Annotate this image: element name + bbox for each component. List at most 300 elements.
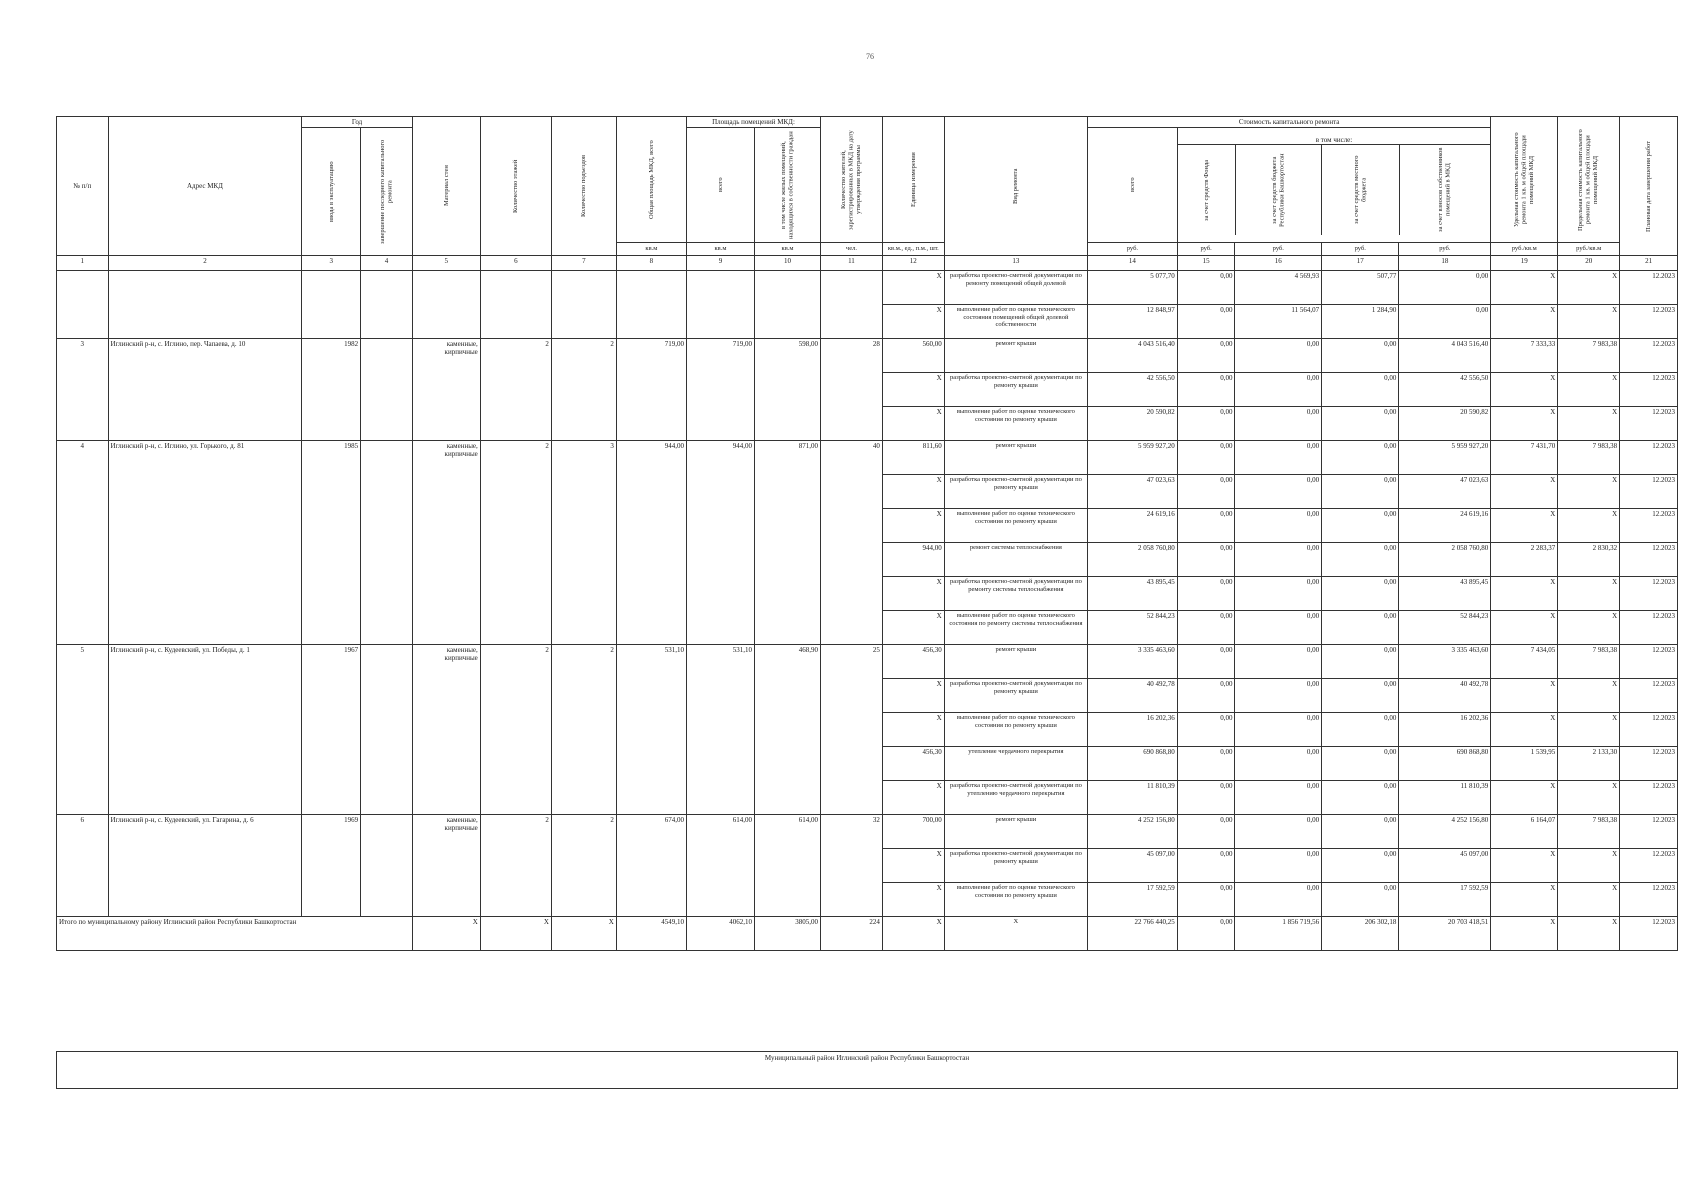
limit-cost: X xyxy=(1558,849,1620,883)
cost-local: 1 284,90 xyxy=(1322,305,1399,339)
column-number-cell: 9 xyxy=(686,256,754,271)
empty-cell xyxy=(108,271,302,339)
cost-fund: 0,00 xyxy=(1177,339,1235,373)
cost-owners: 17 592,59 xyxy=(1399,883,1491,917)
unit-cell: кв.м xyxy=(686,243,754,256)
unit-cost: X xyxy=(1491,713,1558,747)
cost-owners: 43 895,45 xyxy=(1399,577,1491,611)
cost-fund: 0,00 xyxy=(1177,713,1235,747)
unit-cost: X xyxy=(1491,305,1558,339)
cost-fund: 0,00 xyxy=(1177,407,1235,441)
col-cost-local: за счет средств местного бюджета xyxy=(1352,155,1368,224)
cost-owners: 5 959 927,20 xyxy=(1399,441,1491,475)
building-number: 5 xyxy=(57,645,109,815)
cost-fund: 0,00 xyxy=(1177,543,1235,577)
col-cost-group: Стоимость капитального ремонта xyxy=(1088,117,1491,128)
cost-total: 11 810,39 xyxy=(1088,781,1178,815)
residential-area: 468,90 xyxy=(755,645,821,815)
cost-fund: 0,00 xyxy=(1177,747,1235,781)
empty-cell xyxy=(616,271,686,339)
building-address: Иглинский р-н, с. Иглино, пер. Чапаева, д. 10 xyxy=(108,339,302,441)
work-type: выполнение работ по оценке технического состояния по ремонту системы теплоснабжения xyxy=(944,611,1087,645)
cost-local: 0,00 xyxy=(1322,849,1399,883)
cost-total: 4 252 156,80 xyxy=(1088,815,1178,849)
cost-total: 47 023,63 xyxy=(1088,475,1178,509)
work-quantity: X xyxy=(882,781,944,815)
cost-republic: 4 569,93 xyxy=(1235,271,1322,305)
column-number-cell: 13 xyxy=(944,256,1087,271)
work-quantity: X xyxy=(882,883,944,917)
cost-fund: 0,00 xyxy=(1177,475,1235,509)
unit-cost: 2 283,37 xyxy=(1491,543,1558,577)
entrances-count: 2 xyxy=(551,339,616,441)
cost-total: 40 492,78 xyxy=(1088,679,1178,713)
work-type: ремонт системы теплоснабжения xyxy=(944,543,1087,577)
totals-premises: 4062,10 xyxy=(686,917,754,951)
floors-count: 2 xyxy=(480,441,551,645)
cost-owners: 690 868,80 xyxy=(1399,747,1491,781)
column-number-cell: 14 xyxy=(1088,256,1178,271)
column-number-cell: 11 xyxy=(821,256,883,271)
cost-owners: 4 043 516,40 xyxy=(1399,339,1491,373)
cost-republic: 0,00 xyxy=(1235,713,1322,747)
cost-owners: 3 335 463,60 xyxy=(1399,645,1491,679)
year-commission: 1969 xyxy=(302,815,361,917)
cost-local: 0,00 xyxy=(1322,339,1399,373)
cost-republic: 0,00 xyxy=(1235,883,1322,917)
cost-total: 5 959 927,20 xyxy=(1088,441,1178,475)
empty-cell xyxy=(551,271,616,339)
work-type: ремонт крыши xyxy=(944,645,1087,679)
col-unit-measure: Единица измерения xyxy=(882,117,944,243)
premises-area: 531,10 xyxy=(686,645,754,815)
empty-cell xyxy=(302,271,361,339)
work-quantity: X xyxy=(882,509,944,543)
cost-total: 16 202,36 xyxy=(1088,713,1178,747)
cost-fund: 0,00 xyxy=(1177,679,1235,713)
column-number-cell: 7 xyxy=(551,256,616,271)
year-last-repair xyxy=(361,441,413,645)
building-address: Иглинский р-н, с. Кудеевский, ул. Победы, д. 1 xyxy=(108,645,302,815)
work-quantity: 456,30 xyxy=(882,747,944,781)
unit-cell: руб./кв.м xyxy=(1491,243,1558,256)
plan-date: 12.2023 xyxy=(1620,747,1678,781)
cost-owners: 42 556,50 xyxy=(1399,373,1491,407)
work-quantity: X xyxy=(882,475,944,509)
unit-cost: X xyxy=(1491,781,1558,815)
col-premises-group: Площадь помещений МКД: xyxy=(686,117,820,128)
table-row xyxy=(57,271,1678,305)
unit-cost: X xyxy=(1491,577,1558,611)
col-premises-residential: в том числе жилых помещений, находящихся в собственности граждан xyxy=(755,128,821,243)
column-number-cell: 21 xyxy=(1620,256,1678,271)
work-quantity: X xyxy=(882,271,944,305)
work-type: ремонт крыши xyxy=(944,815,1087,849)
work-type: разработка проектно-сметной документации по утеплению чердачного перекрытия xyxy=(944,781,1087,815)
column-number-cell: 10 xyxy=(755,256,821,271)
unit-cost: X xyxy=(1491,475,1558,509)
cost-total: 17 592,59 xyxy=(1088,883,1178,917)
entrances-count: 3 xyxy=(551,441,616,645)
unit-cost: X xyxy=(1491,849,1558,883)
cost-republic: 0,00 xyxy=(1235,441,1322,475)
work-type: выполнение работ по оценке технического состояния по ремонту крыши xyxy=(944,883,1087,917)
cost-fund: 0,00 xyxy=(1177,271,1235,305)
cost-fund: 0,00 xyxy=(1177,577,1235,611)
unit-cost: 1 539,95 xyxy=(1491,747,1558,781)
cost-local: 0,00 xyxy=(1322,645,1399,679)
table-header xyxy=(57,117,1678,256)
plan-date: 12.2023 xyxy=(1620,611,1678,645)
cost-republic: 0,00 xyxy=(1235,543,1322,577)
totals-label: Итого по муниципальному району Иглинский район Республики Башкортостан xyxy=(57,917,413,951)
column-number-cell: 1 xyxy=(57,256,109,271)
cost-republic: 0,00 xyxy=(1235,339,1322,373)
year-commission: 1985 xyxy=(302,441,361,645)
totals-area: 4549,10 xyxy=(616,917,686,951)
cost-total: 690 868,80 xyxy=(1088,747,1178,781)
cost-republic: 0,00 xyxy=(1235,611,1322,645)
col-premises-total: всего xyxy=(686,128,754,243)
cost-owners: 52 844,23 xyxy=(1399,611,1491,645)
col-year-commission: ввода в эксплуатацию xyxy=(302,128,361,256)
plan-date: 12.2023 xyxy=(1620,339,1678,373)
work-type: выполнение работ по оценке технического состояния помещений общей долевой собственности xyxy=(944,305,1087,339)
work-quantity: 700,00 xyxy=(882,815,944,849)
work-type: разработка проектно-сметной документации по ремонту крыши xyxy=(944,475,1087,509)
col-year-group: Год xyxy=(302,117,412,128)
cost-total: 22 766 440,25 xyxy=(1088,917,1178,951)
col-address: Адрес МКД xyxy=(108,117,302,256)
plan-date: 12.2023 xyxy=(1620,543,1678,577)
building-number: 6 xyxy=(57,815,109,917)
work-type: выполнение работ по оценке технического состояния по ремонту крыши xyxy=(944,509,1087,543)
col-cost-owners: за счет взносов собственников помещений в МКД xyxy=(1437,147,1452,232)
column-number-cell: 20 xyxy=(1558,256,1620,271)
cost-owners: 2 058 760,80 xyxy=(1399,543,1491,577)
cost-local: 0,00 xyxy=(1322,781,1399,815)
totals-row xyxy=(57,917,1678,951)
empty-cell xyxy=(57,271,109,339)
cost-republic: 1 856 719,56 xyxy=(1235,917,1322,951)
floors-count: 2 xyxy=(480,645,551,815)
residential-area: 614,00 xyxy=(755,815,821,917)
cost-fund: 0,00 xyxy=(1177,917,1235,951)
cost-local: 0,00 xyxy=(1322,509,1399,543)
column-number-cell: 3 xyxy=(302,256,361,271)
table-row xyxy=(57,645,1678,679)
work-quantity: X xyxy=(882,577,944,611)
wall-material: каменные, кирпичные xyxy=(412,645,480,815)
total-area: 719,00 xyxy=(616,339,686,441)
limit-cost: 7 983,38 xyxy=(1558,441,1620,475)
cost-owners: 20 590,82 xyxy=(1399,407,1491,441)
cost-owners: 20 703 418,51 xyxy=(1399,917,1491,951)
unit-cost: X xyxy=(1491,679,1558,713)
unit-cost: X xyxy=(1491,883,1558,917)
cost-owners: 4 252 156,80 xyxy=(1399,815,1491,849)
limit-cost: 7 983,38 xyxy=(1558,645,1620,679)
work-type: ремонт крыши xyxy=(944,339,1087,373)
cost-republic: 0,00 xyxy=(1235,849,1322,883)
work-quantity: 944,00 xyxy=(882,543,944,577)
work-type: разработка проектно-сметной документации по ремонту крыши xyxy=(944,849,1087,883)
work-quantity: X xyxy=(882,679,944,713)
limit-cost: 7 983,38 xyxy=(1558,339,1620,373)
cost-fund: 0,00 xyxy=(1177,781,1235,815)
cost-fund: 0,00 xyxy=(1177,305,1235,339)
cost-fund: 0,00 xyxy=(1177,849,1235,883)
column-number-cell: 8 xyxy=(616,256,686,271)
cost-total: 12 848,97 xyxy=(1088,305,1178,339)
unit-cell: руб. xyxy=(1322,243,1399,256)
cost-owners: 16 202,36 xyxy=(1399,713,1491,747)
limit-cost: X xyxy=(1558,713,1620,747)
plan-date: 12.2023 xyxy=(1620,679,1678,713)
cost-local: 0,00 xyxy=(1322,611,1399,645)
cost-fund: 0,00 xyxy=(1177,645,1235,679)
repair-program-table xyxy=(56,116,1678,951)
plan-date: 12.2023 xyxy=(1620,441,1678,475)
cost-local: 0,00 xyxy=(1322,543,1399,577)
year-last-repair xyxy=(361,645,413,815)
plan-date: 12.2023 xyxy=(1620,883,1678,917)
section-title: Муниципальный район Иглинский район Республики Башкортостан xyxy=(764,1054,970,1062)
building-number: 4 xyxy=(57,441,109,645)
cost-fund: 0,00 xyxy=(1177,883,1235,917)
work-quantity: X xyxy=(882,849,944,883)
cost-total: 43 895,45 xyxy=(1088,577,1178,611)
work-quantity: 811,60 xyxy=(882,441,944,475)
limit-cost: X xyxy=(1558,475,1620,509)
empty-cell xyxy=(412,271,480,339)
limit-cost: X xyxy=(1558,679,1620,713)
cost-owners: 47 023,63 xyxy=(1399,475,1491,509)
column-number-cell: 2 xyxy=(108,256,302,271)
totals-residential: 3805,00 xyxy=(755,917,821,951)
col-cost-total: всего xyxy=(1088,128,1178,243)
residential-area: 871,00 xyxy=(755,441,821,645)
limit-cost: X xyxy=(1558,917,1620,951)
unit-cost: 7 434,05 xyxy=(1491,645,1558,679)
work-quantity: X xyxy=(882,917,944,951)
limit-cost: X xyxy=(1558,407,1620,441)
work-quantity: 560,00 xyxy=(882,339,944,373)
work-type: утепление чердачного перекрытия xyxy=(944,747,1087,781)
table-row xyxy=(57,339,1678,373)
col-residents: Количество жителей, зарегистрированных в МКД на дату утверждения программы xyxy=(821,117,883,243)
cost-total: 45 097,00 xyxy=(1088,849,1178,883)
column-number-cell: 6 xyxy=(480,256,551,271)
cost-republic: 0,00 xyxy=(1235,747,1322,781)
building-address: Иглинский р-н, с. Иглино, ул. Горького, д. 81 xyxy=(108,441,302,645)
table-body xyxy=(57,256,1678,951)
unit-cell: руб. xyxy=(1177,243,1235,256)
cost-total: 3 335 463,60 xyxy=(1088,645,1178,679)
year-commission: 1967 xyxy=(302,645,361,815)
cost-local: 0,00 xyxy=(1322,475,1399,509)
limit-cost: X xyxy=(1558,611,1620,645)
column-number-cell: 4 xyxy=(361,256,413,271)
year-commission: 1982 xyxy=(302,339,361,441)
column-number-cell: 17 xyxy=(1322,256,1399,271)
total-area: 531,10 xyxy=(616,645,686,815)
empty-cell xyxy=(755,271,821,339)
year-last-repair xyxy=(361,339,413,441)
year-last-repair xyxy=(361,815,413,917)
work-type: разработка проектно-сметной документации по ремонту крыши xyxy=(944,679,1087,713)
cost-owners: 45 097,00 xyxy=(1399,849,1491,883)
unit-cost: X xyxy=(1491,373,1558,407)
limit-cost: 7 983,38 xyxy=(1558,815,1620,849)
column-number-cell: 5 xyxy=(412,256,480,271)
work-quantity: X xyxy=(882,713,944,747)
plan-date: 12.2023 xyxy=(1620,781,1678,815)
cost-total: 24 619,16 xyxy=(1088,509,1178,543)
entrances-count: 2 xyxy=(551,815,616,917)
cost-owners: 11 810,39 xyxy=(1399,781,1491,815)
work-quantity: X xyxy=(882,611,944,645)
col-unit-cost: Удельная стоимость капитального ремонта 1 кв. м общей площади помещений МКД xyxy=(1491,117,1558,243)
plan-date: 12.2023 xyxy=(1620,271,1678,305)
plan-date: 12.2023 xyxy=(1620,849,1678,883)
limit-cost: X xyxy=(1558,305,1620,339)
cost-republic: 0,00 xyxy=(1235,577,1322,611)
col-entrances: Количество подъездов xyxy=(551,117,616,256)
column-numbers-row xyxy=(57,256,1678,271)
plan-date: 12.2023 xyxy=(1620,509,1678,543)
col-cost-incl: в том числе: за счет средств Фонда за счет средств бюджета Республики Башкортостан за счет средств местного бюджета за счет взносов собственников помещений в МКД xyxy=(1177,128,1491,243)
cost-local: 0,00 xyxy=(1322,747,1399,781)
totals-floors: X xyxy=(480,917,551,951)
residential-area: 598,00 xyxy=(755,339,821,441)
work-type: X xyxy=(944,917,1087,951)
residents-count: 25 xyxy=(821,645,883,815)
cost-local: 0,00 xyxy=(1322,815,1399,849)
plan-date: 12.2023 xyxy=(1620,917,1678,951)
cost-republic: 0,00 xyxy=(1235,679,1322,713)
unit-cost: X xyxy=(1491,509,1558,543)
cost-local: 0,00 xyxy=(1322,441,1399,475)
cost-fund: 0,00 xyxy=(1177,441,1235,475)
totals-entrances: X xyxy=(551,917,616,951)
cost-total: 52 844,23 xyxy=(1088,611,1178,645)
cost-total: 42 556,50 xyxy=(1088,373,1178,407)
cost-republic: 0,00 xyxy=(1235,475,1322,509)
building-number: 3 xyxy=(57,339,109,441)
col-limit-cost: Предельная стоимость капитального ремонта 1 кв. м общей площади помещений МКД xyxy=(1558,117,1620,243)
column-number-cell: 18 xyxy=(1399,256,1491,271)
cost-local: 206 302,18 xyxy=(1322,917,1399,951)
cost-local: 0,00 xyxy=(1322,713,1399,747)
premises-area: 719,00 xyxy=(686,339,754,441)
column-number-cell: 19 xyxy=(1491,256,1558,271)
cost-owners: 24 619,16 xyxy=(1399,509,1491,543)
cost-fund: 0,00 xyxy=(1177,373,1235,407)
floors-count: 2 xyxy=(480,815,551,917)
residents-count: 40 xyxy=(821,441,883,645)
limit-cost: X xyxy=(1558,509,1620,543)
totals-residents: 224 xyxy=(821,917,883,951)
wall-material: каменные, кирпичные xyxy=(412,815,480,917)
unit-cell: чел. xyxy=(821,243,883,256)
empty-cell xyxy=(821,271,883,339)
col-plan-date: Плановая дата завершения работ xyxy=(1620,117,1678,256)
cost-local: 0,00 xyxy=(1322,577,1399,611)
cost-fund: 0,00 xyxy=(1177,815,1235,849)
limit-cost: 2 133,30 xyxy=(1558,747,1620,781)
table-row xyxy=(57,815,1678,849)
residents-count: 28 xyxy=(821,339,883,441)
unit-cell: руб. xyxy=(1399,243,1491,256)
residents-count: 32 xyxy=(821,815,883,917)
cost-republic: 0,00 xyxy=(1235,509,1322,543)
cost-local: 507,77 xyxy=(1322,271,1399,305)
wall-material: каменные, кирпичные xyxy=(412,339,480,441)
total-area: 944,00 xyxy=(616,441,686,645)
cost-owners: 0,00 xyxy=(1399,305,1491,339)
cost-republic: 0,00 xyxy=(1235,407,1322,441)
plan-date: 12.2023 xyxy=(1620,373,1678,407)
col-total-area: Общая площадь МКД, всего xyxy=(616,117,686,243)
limit-cost: X xyxy=(1558,271,1620,305)
cost-local: 0,00 xyxy=(1322,407,1399,441)
work-type: ремонт крыши xyxy=(944,441,1087,475)
cost-republic: 0,00 xyxy=(1235,373,1322,407)
plan-date: 12.2023 xyxy=(1620,407,1678,441)
cost-fund: 0,00 xyxy=(1177,611,1235,645)
col-work-type: Вид ремонта xyxy=(944,117,1087,256)
limit-cost: X xyxy=(1558,781,1620,815)
plan-date: 12.2023 xyxy=(1620,645,1678,679)
limit-cost: 2 830,32 xyxy=(1558,543,1620,577)
unit-cost: 7 333,33 xyxy=(1491,339,1558,373)
col-floors: Количество этажей xyxy=(480,117,551,256)
entrances-count: 2 xyxy=(551,645,616,815)
plan-date: 12.2023 xyxy=(1620,305,1678,339)
plan-date: 12.2023 xyxy=(1620,475,1678,509)
unit-cell: кв.м., ед., п.м., шт. xyxy=(882,243,944,256)
cost-republic: 0,00 xyxy=(1235,815,1322,849)
section-row xyxy=(56,1051,1678,1089)
plan-date: 12.2023 xyxy=(1620,713,1678,747)
empty-cell xyxy=(480,271,551,339)
cost-owners: 0,00 xyxy=(1399,271,1491,305)
col-cost-republic: за счет средств бюджета Республики Башкортостан xyxy=(1271,152,1286,227)
unit-cost: X xyxy=(1491,407,1558,441)
cost-local: 0,00 xyxy=(1322,883,1399,917)
table-row xyxy=(57,441,1678,475)
total-area: 674,00 xyxy=(616,815,686,917)
cost-fund: 0,00 xyxy=(1177,509,1235,543)
empty-cell xyxy=(686,271,754,339)
unit-cell: руб. xyxy=(1088,243,1178,256)
cost-republic: 11 564,07 xyxy=(1235,305,1322,339)
cost-total: 20 590,82 xyxy=(1088,407,1178,441)
cost-local: 0,00 xyxy=(1322,679,1399,713)
unit-cost: 6 164,07 xyxy=(1491,815,1558,849)
unit-cost: X xyxy=(1491,917,1558,951)
plan-date: 12.2023 xyxy=(1620,577,1678,611)
unit-cost: 7 431,70 xyxy=(1491,441,1558,475)
unit-cost: X xyxy=(1491,611,1558,645)
unit-cell: руб. xyxy=(1235,243,1322,256)
column-number-cell: 16 xyxy=(1235,256,1322,271)
column-number-cell: 12 xyxy=(882,256,944,271)
premises-area: 944,00 xyxy=(686,441,754,645)
cost-total: 2 058 760,80 xyxy=(1088,543,1178,577)
work-type: выполнение работ по оценке технического состояния по ремонту крыши xyxy=(944,713,1087,747)
